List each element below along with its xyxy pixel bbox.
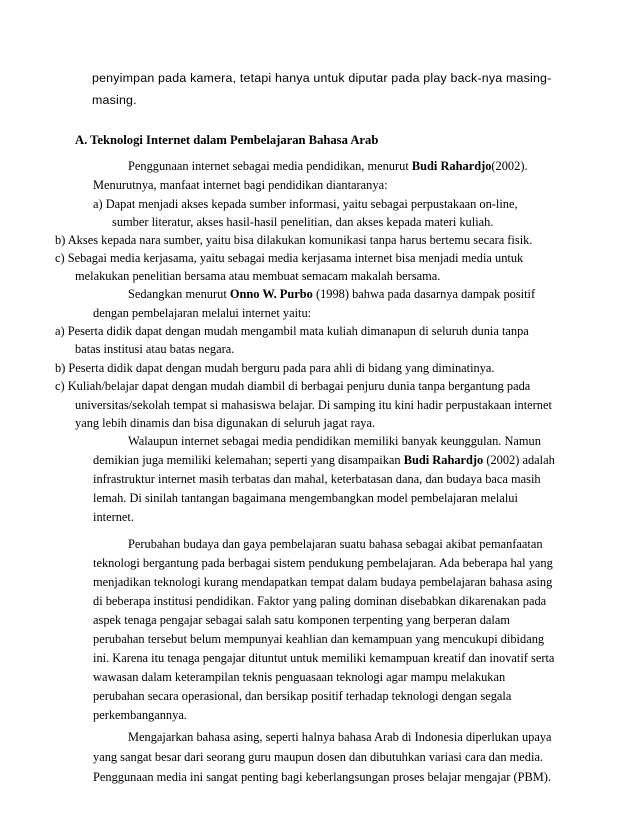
paragraph-4-line-2: teknologi bergantung pada berbagai sistem pendukung pembelajaran. Ada beberapa hal yang	[93, 556, 553, 570]
list2-item-a-line-2: batas institusi atau batas negara.	[75, 342, 235, 356]
paragraph-4-line-4: di beberapa institusi pendidikan. Faktor yang paling dominan disebabkan dikarenakan pada	[93, 594, 547, 608]
list2-item-b: b) Peserta didik dapat dengan mudah berguru pada para ahli di bidang yang diminatinya.	[55, 361, 495, 375]
p2-author: Onno W. Purbo	[229, 287, 313, 301]
paragraph-4-line-9: perubahan secara operasional, dan bersikap positif terhadap teknologi dengan segala	[93, 689, 512, 703]
paragraph-3-line-2	[93, 453, 555, 468]
list1-item-a-line-1: a) Dapat menjadi akses kepada sumber informasi, yaitu sebagai perpustakaan on-line,	[93, 197, 518, 211]
list2-item-a-line-1: a) Peserta didik dapat dengan mudah mengambil mata kuliah dimanapun di seluruh dunia tanpa	[55, 324, 529, 338]
p3-author: Budi Rahardjo	[403, 453, 484, 467]
paragraph-4-line-5: aspek tenaga pengajar sebagai salah satu komponen terpenting yang berperan dalam	[93, 613, 510, 627]
paragraph-5-line-2: yang sangat besar dari seorang guru maupun dosen dan dibutuhkan variasi cara dan media.	[93, 750, 544, 764]
p2-pre-text: Sedangkan menurut	[128, 287, 230, 301]
paragraph-4-line-7: ini. Karena itu tenaga pengajar dituntut untuk memiliki kemampuan kreatif dan inovatif serta	[93, 651, 555, 665]
p3-post-text: (2002) adalah	[483, 453, 555, 467]
paragraph-2-line-1	[128, 287, 535, 302]
list1-item-b: b) Akses kepada nara sumber, yaitu bisa dilakukan komunikasi tanpa harus bertemu secara fisik.	[55, 233, 533, 247]
list2-item-c-line-2: universitas/sekolah tempat si mahasiswa belajar. Di samping itu kini hadir perpustakaan internet	[75, 398, 552, 412]
intro-line-1: penyimpan pada kamera, tetapi hanya untuk diputar pada play back-nya masing-	[92, 71, 552, 85]
p3-pre-text: demikian juga memiliki kelemahan; seperti yang disampaikan	[93, 453, 404, 467]
paragraph-4-line-8: wawasan dalam keterampilan teknis penguasaan teknologi agar mampu melakukan	[93, 670, 506, 684]
paragraph-5-line-3: Penggunaan media ini sangat penting bagi keberlangsungan proses belajar mengajar (PBM).	[93, 770, 551, 784]
paragraph-3-line-4: lemah. Di sinilah tantangan bagaimana mengembangkan model pembelajaran melalui	[93, 491, 518, 505]
paragraph-1-line-1	[128, 159, 528, 174]
p1-post-text: (2002).	[491, 159, 528, 173]
paragraph-5-line-1: Mengajarkan bahasa asing, seperti halnya bahasa Arab di Indonesia diperlukan upaya	[128, 730, 552, 744]
paragraph-4-line-3: menjadikan teknologi kurang mendapatkan tempat dalam budaya pembelajaran bahasa asing	[93, 575, 553, 589]
p1-pre-text: Penggunaan internet sebagai media pendidikan, menurut	[128, 159, 412, 173]
paragraph-4-line-10: perkembangannya.	[93, 708, 187, 722]
section-heading: A. Teknologi Internet dalam Pembelajaran Bahasa Arab	[75, 133, 379, 147]
paragraph-2-line-2: dengan pembelajaran melalui internet yaitu:	[93, 306, 312, 320]
list2-item-c-line-1: c) Kuliah/belajar dapat dengan mudah diambil di berbagai penjuru dunia tanpa bergantung pada	[55, 379, 531, 393]
intro-line-2: masing.	[92, 93, 137, 107]
paragraph-1-line-2: Menurutnya, manfaat internet bagi pendidikan diantaranya:	[93, 178, 388, 192]
paragraph-4-line-6: perubahan tersebut belum mempunyai keahlian dan kemampuan yang mencukupi dibidang	[93, 632, 545, 646]
paragraph-3-line-1: Walaupun internet sebagai media pendidikan memiliki banyak keunggulan. Namun	[128, 434, 541, 448]
list1-item-a-line-2: sumber literatur, akses hasil-hasil penelitian, dan akses kepada materi kuliah.	[112, 215, 494, 229]
list1-item-c-line-1: c) Sebagai media kerjasama, yaitu sebagai media kerjasama internet bisa menjadi media untuk	[55, 251, 524, 265]
paragraph-4-line-1: Perubahan budaya dan gaya pembelajaran suatu bahasa sebagai akibat pemanfaatan	[128, 537, 543, 551]
list1-item-c-line-2: melakukan penelitian bersama atau membuat semacam makalah bersama.	[75, 269, 441, 283]
paragraph-3-line-5: internet.	[93, 510, 134, 524]
paragraph-3-line-3: infrastruktur internet masih terbatas dan mahal, keterbatasan dana, dan budaya baca masih	[93, 472, 541, 486]
p1-author: Budi Rahardjo	[411, 159, 492, 173]
p2-post-text: (1998) bahwa pada dasarnya dampak positif	[312, 287, 536, 301]
list2-item-c-line-3: yang lebih dinamis dan bisa digunakan di seluruh jagat raya.	[75, 416, 376, 430]
